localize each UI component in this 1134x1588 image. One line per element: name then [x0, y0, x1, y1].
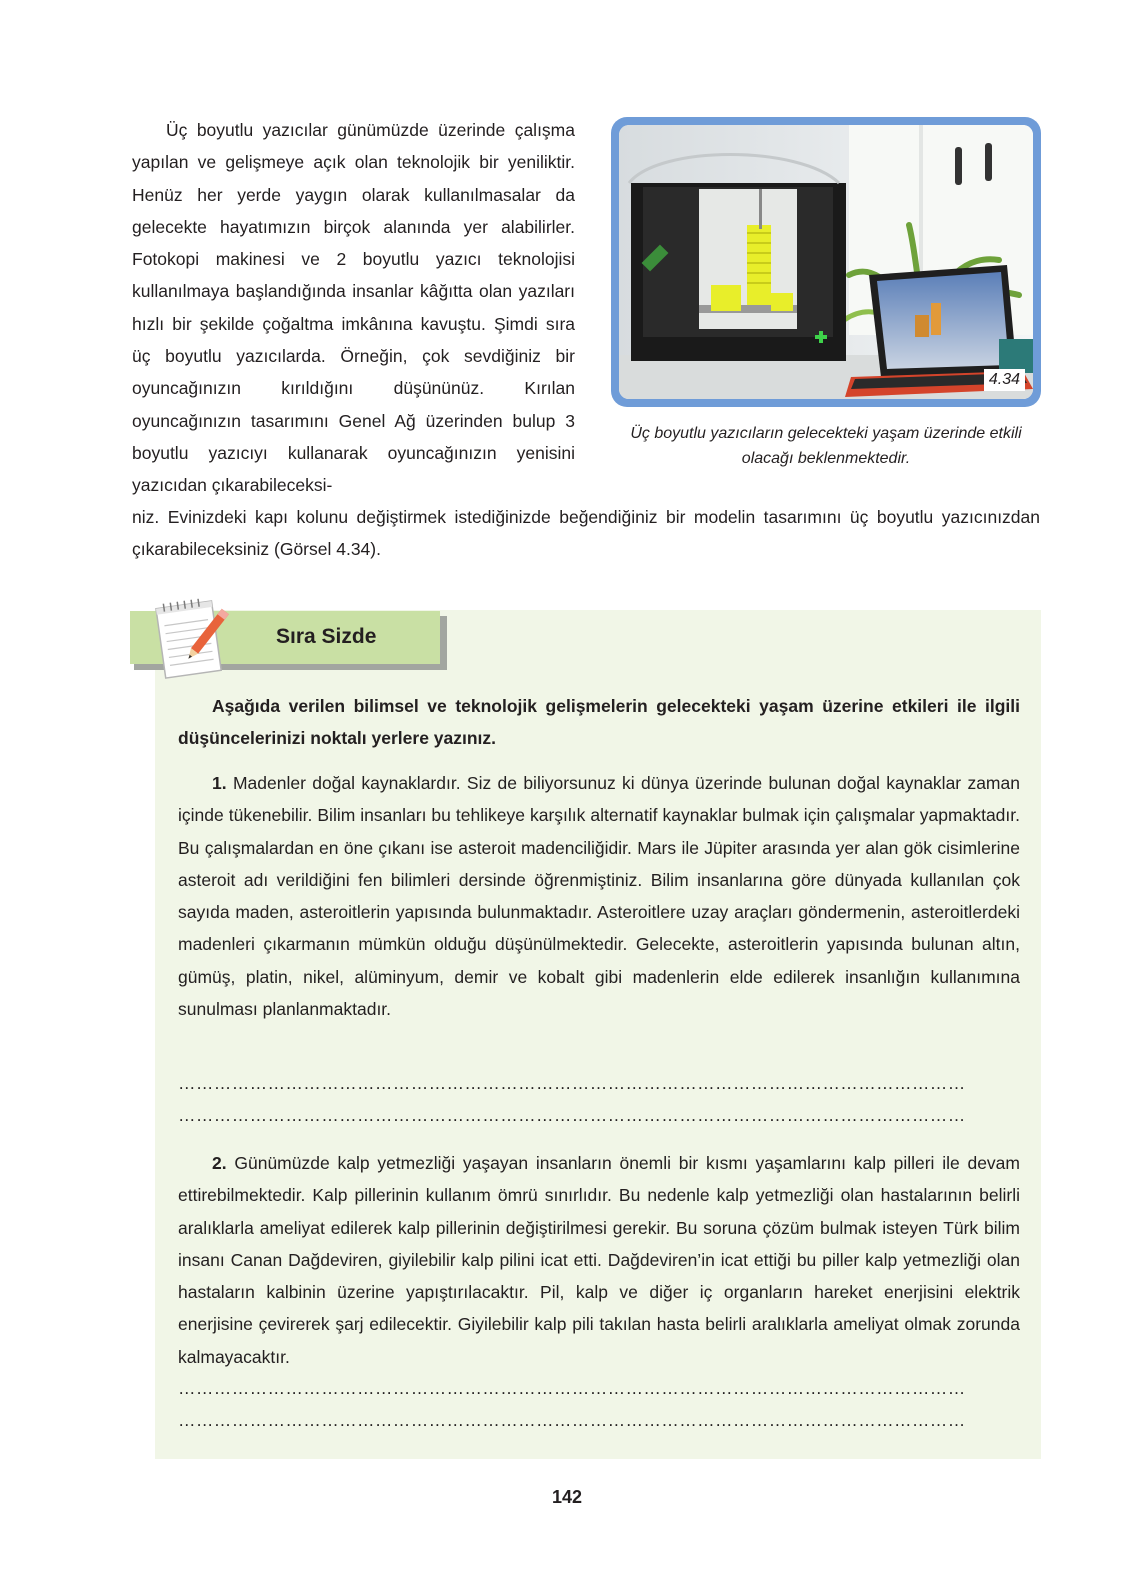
figure-label: 4.34 — [984, 369, 1025, 391]
intro-paragraph: Üç boyutlu yazıcılar günümüzde üzerinde çalışma yapılan ve gelişmeye açık olan teknolojik bir yeniliktir. Henüz her yerde yaygın olarak kullanılmasalar da gelecekte hayatımızın birçok alanında yer alabilirler. Fotokopi makinesi ve 2 boyutlu yazıcı teknolojisi kullanılmaya başlandığında insanlar kâğıtta olan yazıları hızlı bir şekilde çoğaltma imkânına kavuştu. Şimdi sıra üç boyutlu yazıcılarda. Örneğin, çok sevdiğiniz bir oyuncağınızın kırıldığını düşününüz. Kırılan oyuncağınızın tasarımını Genel Ağ üzerinden bulup 3 boyutlu yazıcıyı kullanarak oyuncağınızın yenisini yazıcıdan çıkarabileceksi- — [132, 120, 575, 496]
activity-instruction: Aşağıda verilen bilimsel ve teknolojik gelişmelerin gelecekteki yaşam üzerine etkileri ile ilgili düşüncelerinizi noktalı yerlere yazınız. — [178, 696, 1020, 749]
page-number: 142 — [551, 1487, 583, 1507]
question-1-text: Madenler doğal kaynaklardır. Siz de biliyorsunuz ki dünya üzerinde bulunan doğal kaynaklar zaman içinde tükenebilir. Bilim insanları bu tehlikeye karşılık alternatif kaynaklar bulmak için çalışmalar yapmaktadır. Bu çalışmalardan en öne çıkanı ise asteroit madenciliğidir. Mars ile Jüpiter arasında yer alan gök cisimlerine asteroit adı verildiğini fen bilimleri dersinde öğrenmiştiniz. Bilim insanlarına göre dünyada kullanılan çok sayıda maden, asteroitlerin yapısında bulunmaktadır. Asteroitlere uzay araçları göndermenin, asteroitlerdeki madenleri çıkarmanın mümkün olduğu düşünülmektedir. Gelecekte, asteroitlerin yapısında bulunan altın, gümüş, platin, nikel, alüminyum, demir ve kobalt gibi madenlerin elde edilerek insanlığın kullanımına sunulması planlanmaktadır. — [178, 773, 1020, 1020]
question-2 — [178, 1147, 1020, 1373]
question-1 — [178, 767, 1020, 1025]
notepad-pencil-icon — [152, 590, 232, 680]
figure-3d-printer — [611, 117, 1041, 407]
question-1-number: 1. — [212, 773, 227, 793]
intro-paragraph-continued: niz. Evinizdeki kapı kolunu değiştirmek istediğinizde beğendiğiniz bir modelin tasarımını üç boyutlu yazıcınızdan çıkarabileceksiniz (Görsel 4.34). — [132, 507, 1040, 560]
answer-line-2a[interactable]: …………………………………………………………………………………………………………………… — [178, 1378, 966, 1398]
figure-caption: Üç boyutlu yazıcıların gelecekteki yaşam üzerinde etkili olacağı beklenmektedir. — [630, 425, 1022, 467]
3d-printer-photo — [619, 125, 1033, 399]
question-2-text: Günümüzde kalp yetmezliği yaşayan insanların önemli bir kısmı yaşamlarını kalp pilleri ile devam ettirebilmektedir. Kalp pillerinin kullanım ömrü sınırlıdır. Bu nedenle kalp yetmezliği olan hastalarının belirli aralıklarla ameliyat edilerek kalp pillerinin değiştirilmesi gerekir. Bu soruna çözüm bulmak isteyen Türk bilim insanı Canan Dağdeviren, giyilebilir kalp pilini icat etti. Dağdeviren’in icat ettiği bu piller kalp yetmezliği olan hastaların kalbinin üzerine yapıştırılacaktır. Pil, kalp ve diğer iç organların hareket enerjisini elektrik enerjisine çevirerek şarj edilecektir. Giyilebilir kalp pili takılan hasta belirli aralıklarla ameliyat olmak zorunda kalmayacaktır. — [178, 1153, 1020, 1367]
answer-line-1a[interactable]: …………………………………………………………………………………………………………………… — [178, 1073, 966, 1093]
question-2-number: 2. — [212, 1153, 227, 1173]
answer-line-2b[interactable]: …………………………………………………………………………………………………………………… — [178, 1410, 966, 1430]
answer-line-1b[interactable]: …………………………………………………………………………………………………………………… — [178, 1105, 966, 1125]
activity-title: Sıra Sizde — [276, 625, 377, 648]
